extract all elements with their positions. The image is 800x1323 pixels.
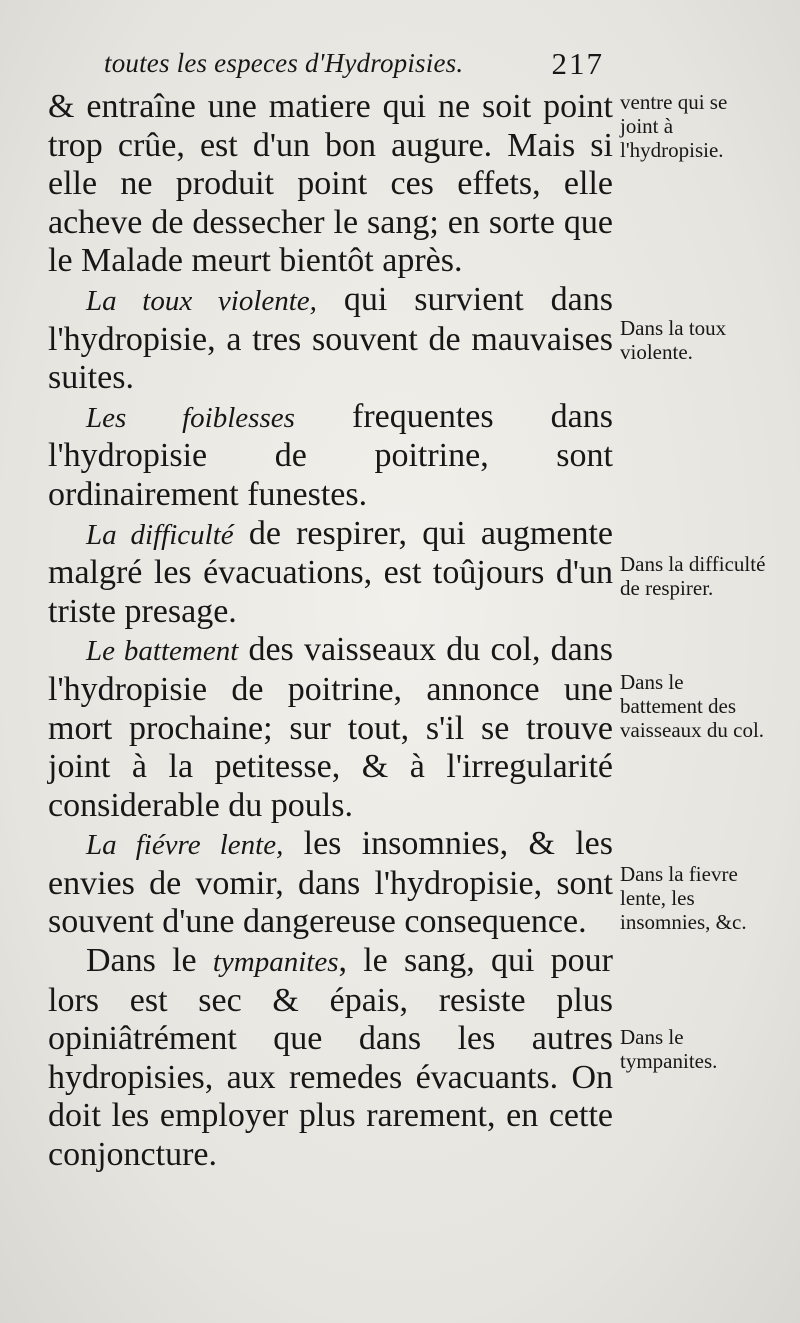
paragraph-lead: La toux violente, (86, 284, 317, 317)
running-title: toutes les especes d'Hydropisies. (104, 48, 464, 78)
paragraph-lead: Les foiblesses (86, 401, 295, 434)
paragraph-lead: Le battement (86, 635, 239, 668)
margin-note-fievre: Dans la fievre lente, les insomnies, &c. (620, 862, 747, 934)
page-header (104, 46, 604, 90)
paragraph-7 (48, 942, 613, 1175)
paragraph-lead: tympanites (212, 946, 339, 979)
paragraph-lead: La difficulté (86, 518, 234, 551)
paragraph-text: frequentes dans l'hydropisie de poitrine, sont ordinairement funestes. (48, 397, 614, 513)
paragraph-lead: La fiévre lente, (86, 829, 284, 862)
paragraph-2 (48, 281, 613, 398)
page-number: 217 (551, 46, 604, 81)
margin-note-battement: Dans le battement des vaisseaux du col. (620, 670, 765, 742)
paragraph-lead-plain: Dans le (86, 942, 213, 980)
margin-note-difficulte: Dans la difficulté de respirer. (620, 552, 766, 600)
paragraph-6 (48, 825, 613, 942)
paragraph-text: les insomnies, & les envies de vomir, dans l'hydropisie, sont souvent d'une dangereuse consequence. (48, 825, 613, 941)
paragraph-text: , le sang, qui pour lors est sec & épais, resiste plus opiniâtrément que dans les autres hydropisies, aux remedes évacuants. On doit les employer plus rarement, en cette conjoncture. (48, 942, 613, 1174)
paragraph-text: & entraîne une matiere qui ne soit point trop crûe, est d'un bon augure. Mais si elle ne produit point ces effets, elle acheve de dessecher le sang; en sorte que le Malade meurt bientôt après. (48, 88, 613, 280)
paragraph-4 (48, 515, 613, 632)
main-text (48, 88, 613, 1175)
paragraph-text: des vaisseaux du col, dans l'hydropisie de poitrine, annonce une mort prochaine; sur tout, s'il se trouve joint à la petitesse, & à l'irregularité considerable du pouls. (48, 631, 613, 824)
paragraph-text: de respirer, qui augmente malgré les évacuations, est toûjours d'un triste presage. (48, 514, 613, 630)
paragraph-3 (48, 398, 613, 515)
paragraph-1 (48, 88, 613, 281)
margin-note-ventre: ventre qui se joint à l'hydropisie. (620, 90, 728, 162)
margin-note-toux: Dans la toux violente. (620, 316, 727, 364)
paragraph-text: qui survient dans l'hydropisie, a tres souvent de mauvaises suites. (48, 280, 613, 397)
paragraph-5 (48, 631, 613, 825)
margin-note-tympanites: Dans le tympanites. (620, 1025, 718, 1073)
